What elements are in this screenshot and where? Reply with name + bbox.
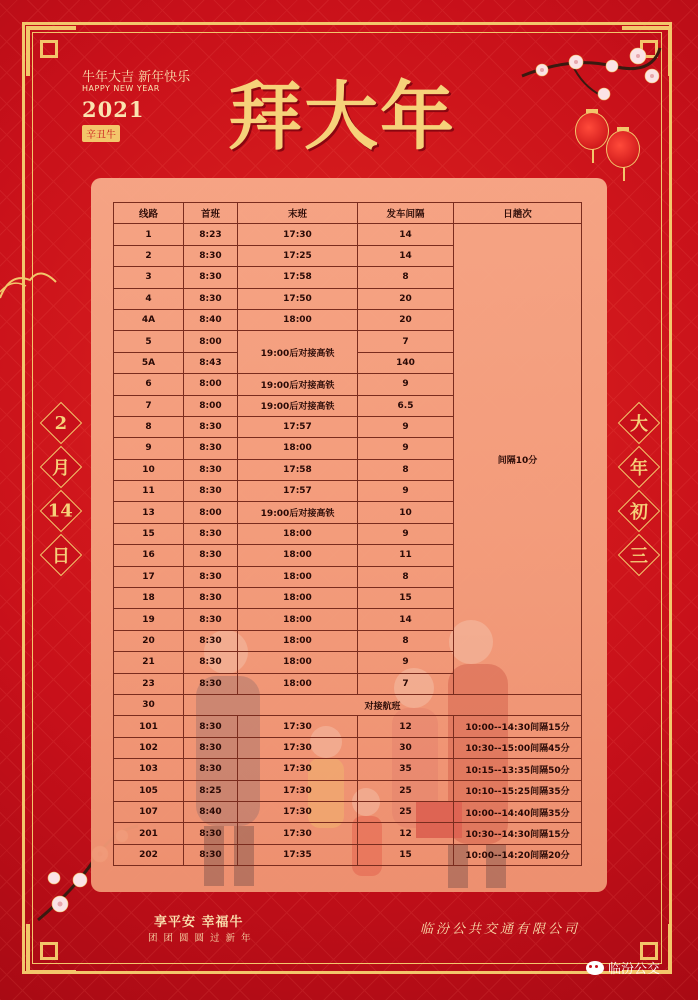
table-cell: 21	[114, 652, 184, 673]
table-cell: 7	[114, 395, 184, 416]
table-cell: 19	[114, 609, 184, 630]
table-cell: 3	[114, 267, 184, 288]
table-cell: 17:30	[238, 780, 358, 801]
table-cell: 20	[114, 630, 184, 651]
table-cell: 8:30	[184, 438, 238, 459]
table-row	[114, 694, 582, 715]
side-char-box: 月	[40, 446, 82, 488]
table-cell: 102	[114, 737, 184, 758]
table-cell: 8:30	[184, 630, 238, 651]
table-cell: 8:30	[184, 416, 238, 437]
footer-slogan-sub: 团团圆圆过新年	[148, 933, 257, 944]
lantern-icon	[606, 130, 640, 168]
table-cell: 10:00--14:20间隔20分	[454, 844, 582, 865]
table-cell: 8:30	[184, 844, 238, 865]
plum-blossom-icon	[512, 36, 662, 116]
table-cell: 17:30	[238, 759, 358, 780]
table-cell: 10:30--14:30间隔15分	[454, 823, 582, 844]
side-date-column	[42, 408, 80, 570]
column-header: 末班	[238, 203, 358, 224]
table-cell: 9	[358, 374, 454, 395]
table-cell: 30	[358, 737, 454, 758]
wechat-watermark	[586, 958, 660, 977]
greeting-text: 牛年大吉 新年快乐	[82, 70, 191, 85]
side-char-box: 2	[40, 402, 82, 444]
table-cell: 17:58	[238, 459, 358, 480]
table-cell: 8:00	[184, 331, 238, 352]
table-cell: 15	[358, 844, 454, 865]
table-cell: 8:40	[184, 801, 238, 822]
table-cell: 8:25	[184, 780, 238, 801]
table-cell: 8:30	[184, 566, 238, 587]
table-cell: 30	[114, 694, 184, 715]
table-cell: 19:00后对接高铁	[238, 502, 358, 523]
table-cell: 9	[358, 523, 454, 544]
table-cell: 10:10--15:25间隔35分	[454, 780, 582, 801]
table-cell: 101	[114, 716, 184, 737]
table-cell: 18:00	[238, 673, 358, 694]
table-cell: 10	[114, 459, 184, 480]
year-text: 2021	[82, 97, 145, 122]
table-cell: 4	[114, 288, 184, 309]
table-cell: 25	[358, 801, 454, 822]
page-title: 拜大年	[228, 74, 456, 160]
side-char-box: 日	[40, 534, 82, 576]
table-cell: 2	[114, 245, 184, 266]
lantern-icon	[575, 112, 609, 150]
table-cell: 19:00后对接高铁	[238, 331, 358, 374]
table-row	[114, 224, 582, 245]
table-cell: 8:00	[184, 502, 238, 523]
table-cell: 23	[114, 673, 184, 694]
table-cell: 10	[358, 502, 454, 523]
table-cell: 17:57	[238, 481, 358, 502]
side-lunar-column	[620, 408, 658, 570]
table-cell: 8:30	[184, 716, 238, 737]
table-cell: 8:30	[184, 588, 238, 609]
table-cell: 18:00	[238, 609, 358, 630]
table-cell: 15	[358, 588, 454, 609]
table-cell: 8:23	[184, 224, 238, 245]
wechat-label: 临汾公交	[608, 962, 661, 977]
table-cell: 7	[358, 331, 454, 352]
table-cell: 25	[358, 780, 454, 801]
table-cell: 8:30	[184, 481, 238, 502]
side-char-box: 三	[618, 534, 660, 576]
table-cell: 8	[114, 416, 184, 437]
table-cell: 17:30	[238, 801, 358, 822]
table-row	[114, 780, 582, 801]
table-cell: 20	[358, 288, 454, 309]
table-cell: 8	[358, 566, 454, 587]
table-cell: 15	[114, 523, 184, 544]
column-header: 日趟次	[454, 203, 582, 224]
table-cell: 8:30	[184, 245, 238, 266]
table-cell: 8:30	[184, 267, 238, 288]
table-cell: 9	[114, 438, 184, 459]
table-cell: 8:30	[184, 673, 238, 694]
table-cell: 35	[358, 759, 454, 780]
table-cell: 20	[358, 309, 454, 330]
table-cell: 17:30	[238, 737, 358, 758]
table-cell: 6	[114, 374, 184, 395]
table-cell: 8:30	[184, 609, 238, 630]
table-cell: 8:00	[184, 374, 238, 395]
table-cell: 8:30	[184, 759, 238, 780]
table-cell: 17:58	[238, 267, 358, 288]
table-cell: 9	[358, 438, 454, 459]
bus-schedule-table	[113, 202, 582, 866]
table-cell: 17	[114, 566, 184, 587]
table-cell: 9	[358, 416, 454, 437]
table-cell: 8	[358, 630, 454, 651]
table-cell: 18:00	[238, 523, 358, 544]
footer-slogan: 享平安 幸福牛	[154, 915, 244, 930]
table-cell: 140	[358, 352, 454, 373]
table-cell: 16	[114, 545, 184, 566]
table-cell: 6.5	[358, 395, 454, 416]
table-cell: 5A	[114, 352, 184, 373]
table-cell: 10:00--14:30间隔15分	[454, 716, 582, 737]
column-header: 首班	[184, 203, 238, 224]
table-cell: 对接航班	[184, 694, 582, 715]
table-cell: 17:30	[238, 823, 358, 844]
table-cell: 8:30	[184, 459, 238, 480]
table-cell: 8:43	[184, 352, 238, 373]
table-cell: 201	[114, 823, 184, 844]
table-cell: 17:30	[238, 224, 358, 245]
table-cell: 8:00	[184, 395, 238, 416]
table-cell: 18:00	[238, 652, 358, 673]
table-cell: 14	[358, 224, 454, 245]
table-cell: 103	[114, 759, 184, 780]
table-cell: 17:25	[238, 245, 358, 266]
table-cell: 8:40	[184, 309, 238, 330]
table-cell: 18:00	[238, 630, 358, 651]
table-cell: 10:30--15:00间隔45分	[454, 737, 582, 758]
table-cell: 4A	[114, 309, 184, 330]
table-cell: 18:00	[238, 438, 358, 459]
corner-ornament-icon	[26, 26, 76, 76]
column-header: 线路	[114, 203, 184, 224]
table-cell: 18:00	[238, 309, 358, 330]
zodiac-badge: 辛丑牛	[82, 125, 120, 142]
table-cell: 18	[114, 588, 184, 609]
table-row	[114, 844, 582, 865]
side-char-box: 14	[40, 490, 82, 532]
table-row	[114, 801, 582, 822]
table-cell: 12	[358, 716, 454, 737]
table-cell: 17:57	[238, 416, 358, 437]
table-row	[114, 759, 582, 780]
table-cell: 18:00	[238, 545, 358, 566]
table-header-row	[114, 203, 582, 224]
table-cell: 17:35	[238, 844, 358, 865]
table-cell: 202	[114, 844, 184, 865]
corner-ornament-icon	[26, 924, 76, 974]
table-cell: 5	[114, 331, 184, 352]
table-cell: 17:50	[238, 288, 358, 309]
table-cell: 10:00--14:40间隔35分	[454, 801, 582, 822]
table-cell: 14	[358, 245, 454, 266]
table-row	[114, 737, 582, 758]
table-cell: 8:30	[184, 652, 238, 673]
table-cell: 107	[114, 801, 184, 822]
table-cell: 间隔10分	[454, 224, 582, 695]
wechat-icon	[586, 961, 604, 975]
table-cell: 8:30	[184, 823, 238, 844]
table-cell: 105	[114, 780, 184, 801]
table-cell: 14	[358, 609, 454, 630]
table-cell: 8:30	[184, 523, 238, 544]
table-cell: 19:00后对接高铁	[238, 374, 358, 395]
table-cell: 8	[358, 267, 454, 288]
table-cell: 8:30	[184, 288, 238, 309]
table-row	[114, 716, 582, 737]
table-cell: 1	[114, 224, 184, 245]
greeting-english: HAPPY NEW YEAR	[82, 84, 160, 93]
side-char-box: 大	[618, 402, 660, 444]
cloud-ornament-icon	[0, 262, 60, 302]
company-name: 临汾公共交通有限公司	[420, 922, 581, 937]
table-row	[114, 823, 582, 844]
table-cell: 10:15--13:35间隔50分	[454, 759, 582, 780]
table-cell: 7	[358, 673, 454, 694]
table-cell: 18:00	[238, 566, 358, 587]
table-cell: 12	[358, 823, 454, 844]
table-cell: 11	[114, 481, 184, 502]
table-cell: 8:30	[184, 737, 238, 758]
table-cell: 18:00	[238, 588, 358, 609]
table-cell: 9	[358, 481, 454, 502]
table-cell: 13	[114, 502, 184, 523]
side-char-box: 初	[618, 490, 660, 532]
table-cell: 8:30	[184, 545, 238, 566]
table-cell: 19:00后对接高铁	[238, 395, 358, 416]
column-header: 发车间隔	[358, 203, 454, 224]
table-cell: 8	[358, 459, 454, 480]
side-char-box: 年	[618, 446, 660, 488]
table-cell: 9	[358, 652, 454, 673]
table-cell: 11	[358, 545, 454, 566]
table-cell: 17:30	[238, 716, 358, 737]
